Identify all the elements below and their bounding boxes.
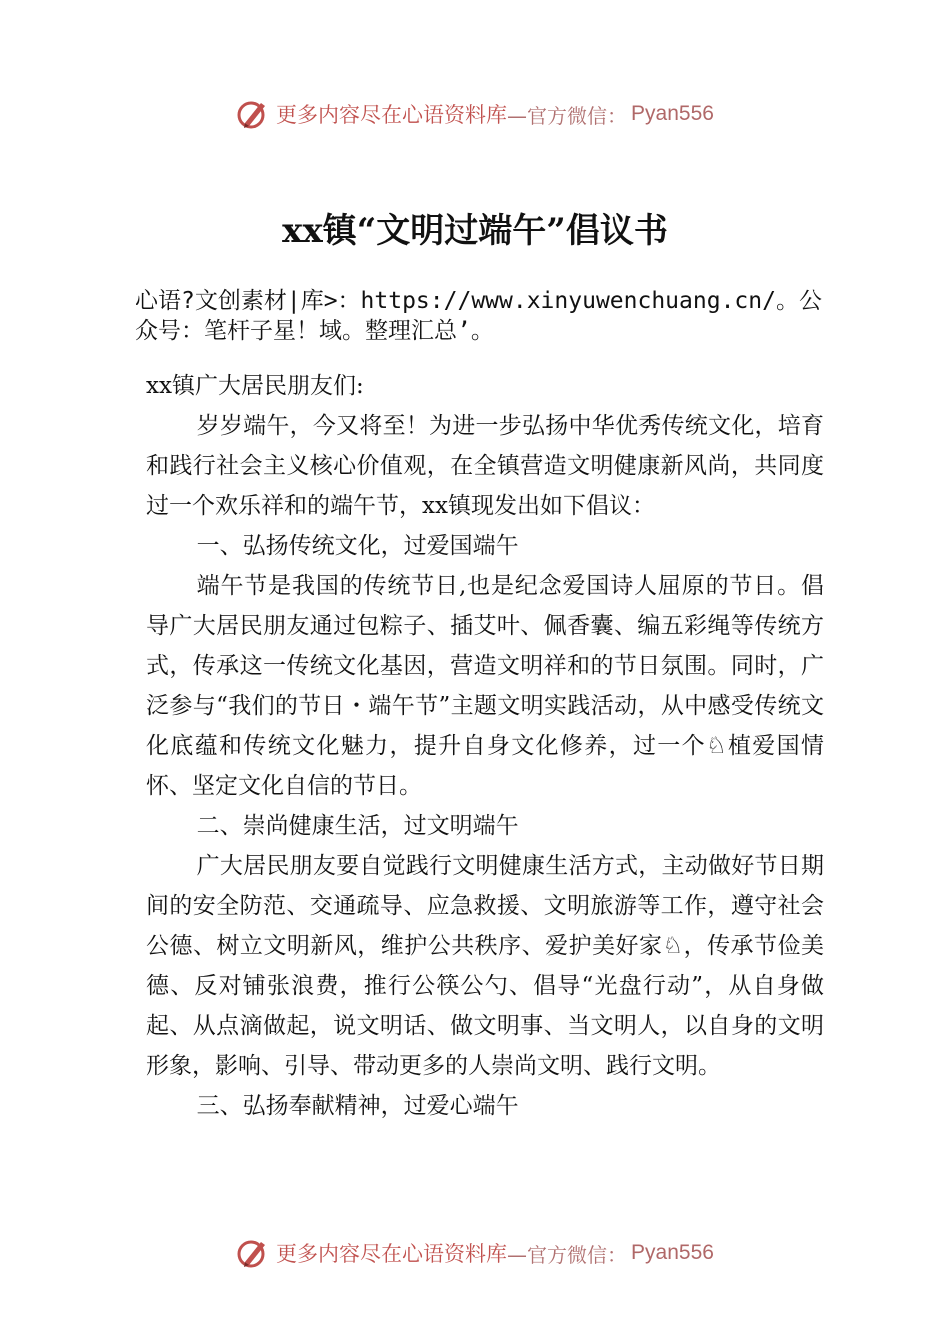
paragraph-section-1: 端午节是我国的传统节日,也是纪念爱国诗人屈原的节日。倡导广大居民朋友通过包粽子、插艾叶、佩香囊、编五彩绳等传统方式，传承这一传统文化基因，营造文明祥和的节日氛围。同时，广泛参与“我们的节日・端午节”主题文明实践活动，从中感受传统文化底蕴和传统文化魅力，提升自身文化修养，过一个♘植爱国情怀、坚定文化自信的节日。: [146, 573, 824, 799]
section-heading-3: 三、弘扬奉献精神，过爱心端午: [196, 1093, 519, 1119]
banner-red-text: 更多内容尽在心语资料库: [276, 1242, 508, 1266]
pen-logo-icon: [236, 1236, 270, 1270]
footer-banner: [0, 1233, 950, 1273]
greeting: xx镇广大居民朋友们:: [146, 373, 364, 399]
paragraph-section-2: 广大居民朋友要自觉践行文明健康生活方式，主动做好节日期间的安全防范、交通疏导、应急救援、文明旅游等工作，遵守社会公德、树立文明新风，维护公共秩序、爱护美好家♘，传承节俭美德、反对铺张浪费，推行公筷公勺、倡导“光盘行动”，从自身做起、从点滴做起，说文明话、做文明事、当文明人，以自身的文明形象，影响、引导、带动更多的人崇尚文明、践行文明。: [146, 853, 824, 1079]
banner-red-text: 更多内容尽在心语资料库: [276, 103, 508, 127]
document-title: xx镇“文明过端午”倡议书: [282, 211, 668, 251]
banner-gray-text: —官方微信：: [507, 103, 628, 128]
section-heading-2: 二、崇尚健康生活，过文明端午: [196, 813, 519, 839]
banner-wechat-id: Pyan556: [631, 102, 714, 125]
section-heading-1: 一、弘扬传统文化，过爱国端午: [196, 533, 519, 559]
paragraph-intro: 岁岁端午，今又将至！为进一步弘扬中华优秀传统文化，培育和践行社会主义核心价值观，在全镇营造文明健康新风尚，共同度过一个欢乐祥和的端午节，xx镇现发出如下倡议：: [146, 413, 824, 519]
document-body: [146, 366, 824, 1126]
banner-gray-text: —官方微信：: [507, 1242, 628, 1267]
pen-logo-icon: [236, 97, 270, 131]
banner-wechat-id: Pyan556: [631, 1241, 714, 1264]
header-banner: [0, 94, 950, 134]
source-note: 心语?文创素材|库>：https://www.xinyuwenchuang.cn/。公众号：笔杆子星！域。整理汇总’。: [135, 288, 822, 344]
